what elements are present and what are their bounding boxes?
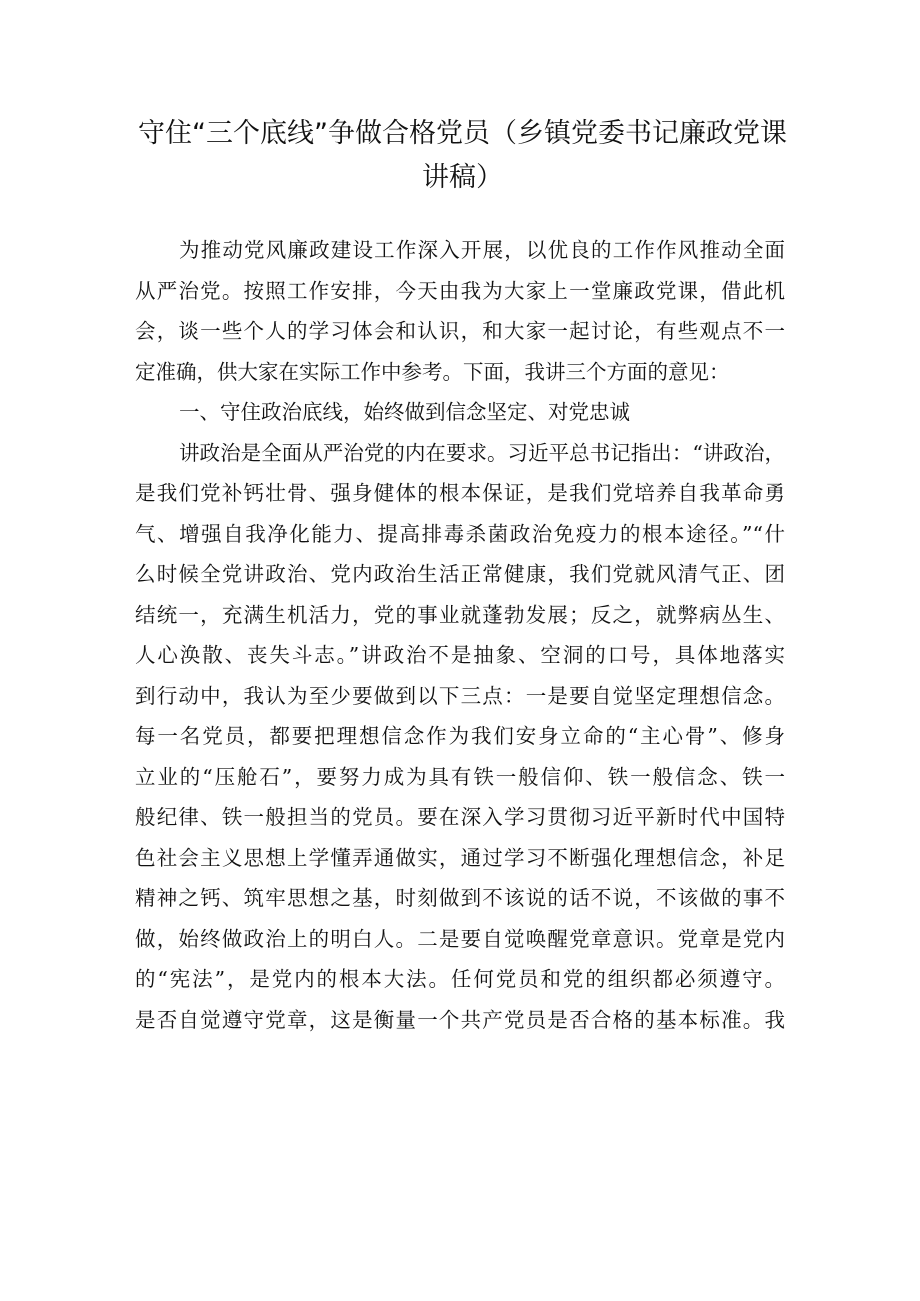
section-body-line: 精神之钙、筑牢思想之基，时刻做到不该说的话不说，不该做的事不: [135, 886, 785, 910]
intro-line: 会，谈一些个人的学习体会和认识，和大家一起讨论，有些观点不一: [135, 319, 785, 343]
document-body: [135, 230, 785, 1040]
section-body-line: 气、增强自我净化能力、提高排毒杀菌政治免疫力的根本途径。”“什: [135, 521, 785, 546]
section-body-line: 么时候全党讲政治、党内政治生活正常健康，我们党就风清气正、团: [135, 562, 785, 586]
section-body-line: 是否自觉遵守党章，这是衡量一个共产党员是否合格的基本标准。我: [135, 1007, 785, 1032]
section-body-line: 讲政治是全面从严治党的内在要求。习近平总书记指出：“讲政治，: [179, 440, 785, 465]
section-body-line: 结统一，充满生机活力，党的事业就蓬勃发展；反之，就弊病丛生、: [135, 602, 785, 627]
title-line-2: 讲稿）: [422, 162, 503, 193]
section-body-line: 般纪律、铁一般担当的党员。要在深入学习贯彻习近平新时代中国特: [135, 805, 785, 829]
section-body-line: 立业的“压舱石”，要努力成为具有铁一般信仰、铁一般信念、铁一: [135, 764, 785, 789]
section-heading: 一、守住政治底线，始终做到信念坚定、对党忠诚: [179, 400, 630, 424]
document-title: [130, 112, 795, 200]
section-body-line: 的“宪法”，是党内的根本大法。任何党员和党的组织都必须遵守。: [135, 967, 785, 991]
section-body-line: 每一名党员，都要把理想信念作为我们安身立命的“主心骨”、修身: [135, 724, 785, 748]
section-body-line: 人心涣散、丧失斗志。”讲政治不是抽象、空洞的口号，具体地落实: [135, 643, 785, 667]
section-body-line: 是我们党补钙壮骨、强身健体的根本保证，是我们党培养自我革命勇: [135, 481, 785, 505]
section-body-line: 做，始终做政治上的明白人。二是要自觉唤醒党章意识。党章是党内: [135, 926, 785, 951]
intro-line: 从严治党。按照工作安排，今天由我为大家上一堂廉政党课，借此机: [135, 278, 785, 303]
title-line-1: 守住“三个底线”争做合格党员（乡镇党委书记廉政党课: [138, 118, 787, 149]
intro-line: 定准确，供大家在实际工作中参考。下面，我讲三个方面的意见：: [135, 359, 730, 384]
section-body-line: 色社会主义思想上学懂弄通做实，通过学习不断强化理想信念，补足: [135, 845, 785, 870]
section-body-line: 到行动中，我认为至少要做到以下三点：一是要自觉坚定理想信念。: [135, 683, 785, 708]
intro-line: 为推动党风廉政建设工作深入开展，以优良的工作作风推动全面: [179, 238, 785, 262]
